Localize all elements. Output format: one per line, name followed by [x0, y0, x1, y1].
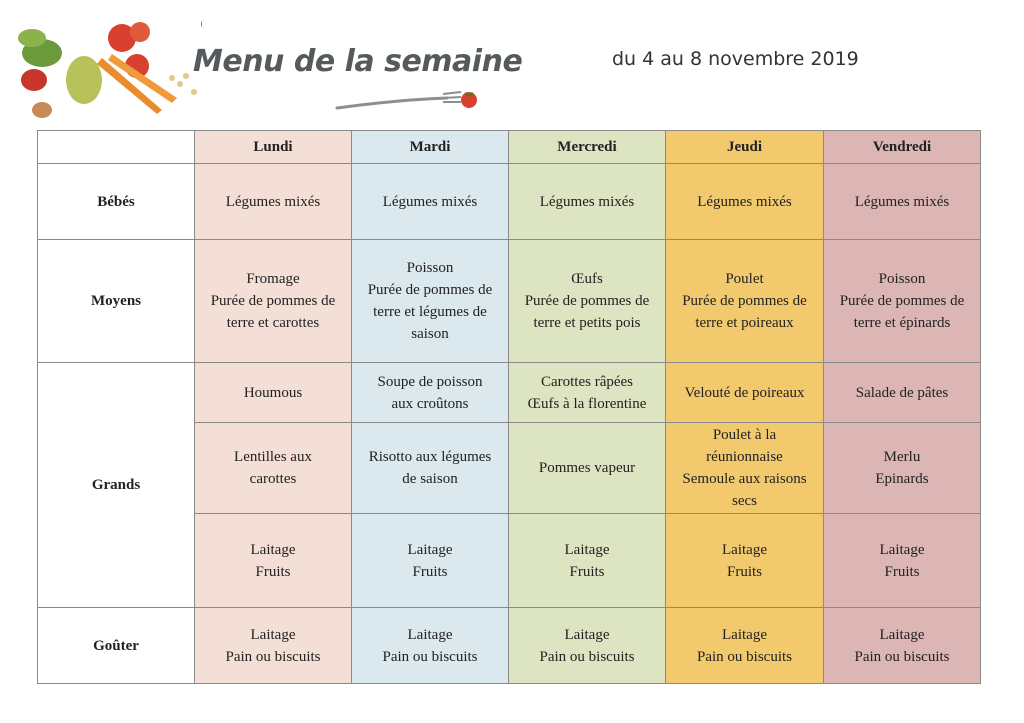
menu-cell-grands-entree-vendredi	[824, 363, 981, 423]
menu-item-line: Poulet	[725, 271, 764, 287]
page-title: Menu de la semaine	[193, 44, 523, 79]
menu-item-line: saison	[411, 326, 449, 342]
menu-item-line: de saison	[402, 471, 458, 487]
day-header-jeudi: Jeudi	[666, 131, 824, 164]
row-label-gouter: Goûter	[38, 608, 195, 684]
table-row	[38, 240, 981, 363]
menu-item-line: terre et petits pois	[533, 315, 641, 331]
menu-cell-gouter-jeudi	[666, 608, 824, 684]
menu-cell-bebes-vendredi	[824, 164, 981, 240]
menu-item-line: Légumes mixés	[539, 193, 635, 210]
menu-item-line: Pain ou biscuits	[854, 648, 950, 665]
menu-item-line: Laitage	[879, 541, 925, 558]
menu-item-line: Soupe de poisson	[377, 373, 483, 390]
menu-cell-grands-plat-mardi	[352, 423, 509, 514]
row-label-grands: Grands	[38, 363, 195, 608]
menu-item-line: Carottes râpées	[540, 373, 634, 390]
day-header-lundi: Lundi	[195, 131, 352, 164]
menu-cell-grands-dessert-vendredi	[824, 514, 981, 608]
menu-cell-bebes-mardi	[352, 164, 509, 240]
menu-item-line: Pain ou biscuits	[539, 648, 635, 665]
table-row	[38, 164, 981, 240]
day-header-vendredi: Vendredi	[824, 131, 981, 164]
menu-item-line: Légumes mixés	[697, 193, 792, 210]
menu-item-line: Poisson	[878, 271, 926, 287]
menu-cell-moyens-mercredi	[509, 240, 666, 363]
menu-item-line: réunionnaise	[706, 449, 783, 465]
menu-item-line: Fruits	[412, 563, 448, 580]
menu-item-line: aux croûtons	[391, 395, 469, 412]
menu-item-line: Purée de pommes de	[210, 293, 336, 309]
menu-item-line: Légumes mixés	[854, 193, 950, 210]
menu-item-line: Laitage	[407, 541, 453, 558]
menu-item-line: Fromage	[246, 271, 300, 287]
menu-item-line: Laitage	[564, 626, 610, 643]
menu-item-line: Salade de pâtes	[855, 384, 949, 401]
menu-cell-bebes-mercredi	[509, 164, 666, 240]
menu-item-line: Poulet à la	[712, 427, 777, 443]
menu-item-line: terre et épinards	[853, 315, 951, 331]
menu-item-line: Poisson	[406, 260, 454, 276]
menu-item-line: Semoule aux raisons	[682, 471, 807, 487]
menu-cell-grands-entree-mardi	[352, 363, 509, 423]
menu-cell-gouter-mercredi	[509, 608, 666, 684]
day-header-mercredi: Mercredi	[509, 131, 666, 164]
menu-item-line: Fruits	[726, 563, 762, 580]
fork-tomato-icon	[335, 88, 485, 114]
menu-item-line: Laitage	[407, 626, 453, 643]
menu-item-line: Fruits	[255, 563, 291, 580]
menu-item-line: Laitage	[564, 541, 610, 558]
vegetables-illustration	[12, 18, 202, 118]
corner-cell	[38, 131, 195, 164]
menu-item-line: Purée de pommes de	[367, 282, 493, 298]
menu-item-line: Œufs à la florentine	[527, 395, 647, 412]
menu-cell-grands-dessert-jeudi	[666, 514, 824, 608]
menu-item-line: Laitage	[250, 626, 296, 643]
menu-cell-grands-dessert-mercredi	[509, 514, 666, 608]
menu-item-line: Houmous	[243, 384, 303, 401]
menu-item-line: Purée de pommes de	[682, 293, 807, 309]
menu-item-line: Laitage	[722, 541, 767, 558]
menu-item-line: Laitage	[722, 626, 767, 643]
menu-item-line: secs	[732, 493, 757, 509]
menu-item-line: Légumes mixés	[225, 193, 321, 210]
table-row	[38, 363, 981, 423]
menu-item-line: Purée de pommes de	[524, 293, 650, 309]
menu-cell-grands-plat-jeudi	[666, 423, 824, 514]
menu-item-line: Pommes vapeur	[538, 460, 636, 476]
menu-item-line: Fruits	[884, 563, 920, 580]
menu-item-line: Pain ou biscuits	[696, 648, 792, 665]
menu-cell-moyens-lundi	[195, 240, 352, 363]
menu-cell-gouter-lundi	[195, 608, 352, 684]
menu-cell-grands-dessert-lundi	[195, 514, 352, 608]
menu-cell-bebes-lundi	[195, 164, 352, 240]
menu-item-line: carottes	[249, 471, 297, 487]
menu-item-line: Merlu	[883, 449, 921, 465]
menu-cell-gouter-vendredi	[824, 608, 981, 684]
menu-cell-grands-entree-jeudi	[666, 363, 824, 423]
menu-item-line: Laitage	[879, 626, 925, 643]
menu-item-line: Œufs	[571, 271, 603, 287]
menu-item-line: Lentilles aux	[234, 449, 312, 465]
menu-cell-grands-plat-vendredi	[824, 423, 981, 514]
row-label-moyens: Moyens	[38, 240, 195, 363]
menu-cell-moyens-vendredi	[824, 240, 981, 363]
menu-cell-grands-entree-mercredi	[509, 363, 666, 423]
table-row	[38, 608, 981, 684]
menu-cell-grands-dessert-mardi	[352, 514, 509, 608]
menu-item-line: Velouté de poireaux	[684, 384, 805, 401]
menu-cell-bebes-jeudi	[666, 164, 824, 240]
menu-cell-grands-plat-mercredi	[509, 423, 666, 514]
menu-item-line: terre et poireaux	[695, 315, 794, 331]
menu-item-line: Pain ou biscuits	[225, 648, 321, 665]
row-label-bebes: Bébés	[38, 164, 195, 240]
menu-item-line: Laitage	[250, 541, 296, 558]
menu-item-line: Risotto aux légumes	[368, 449, 492, 465]
menu-cell-grands-plat-lundi	[195, 423, 352, 514]
menu-cell-moyens-jeudi	[666, 240, 824, 363]
header-row	[38, 131, 981, 164]
day-header-mardi: Mardi	[352, 131, 509, 164]
menu-table	[37, 130, 981, 684]
menu-item-line: Légumes mixés	[382, 193, 478, 210]
menu-item-line: terre et carottes	[226, 315, 320, 331]
menu-item-line: Epinards	[875, 471, 929, 487]
menu-cell-gouter-mardi	[352, 608, 509, 684]
menu-item-line: Fruits	[569, 563, 605, 580]
menu-item-line: terre et légumes de	[373, 304, 487, 320]
menu-cell-moyens-mardi	[352, 240, 509, 363]
menu-cell-grands-entree-lundi	[195, 363, 352, 423]
menu-item-line: Purée de pommes de	[839, 293, 965, 309]
menu-item-line: Pain ou biscuits	[382, 648, 478, 665]
date-range: du 4 au 8 novembre 2019	[612, 48, 859, 70]
